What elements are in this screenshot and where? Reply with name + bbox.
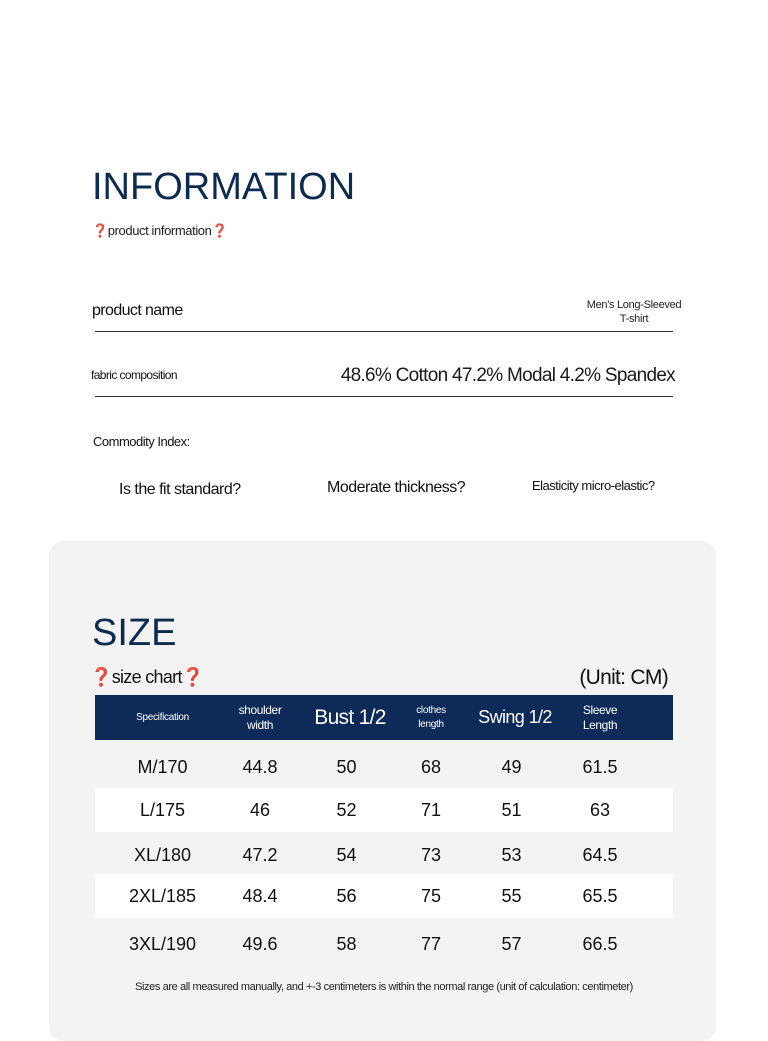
cell-bust: 54	[336, 844, 357, 865]
size-table-header	[95, 695, 673, 740]
header-specification: Specification	[136, 711, 189, 723]
size-chart-subtitle: ❓size chart❓	[90, 667, 204, 687]
fabric-composition-value: 48.6% Cotton 47.2% Modal 4.2% Spandex	[340, 365, 675, 386]
cell-spec: 3XL/190	[128, 933, 197, 954]
cell-spec: XL/180	[133, 844, 192, 865]
product-name-value	[579, 298, 689, 326]
index-elasticity: Elasticity micro-elastic?	[532, 478, 655, 493]
cell-bust: 56	[336, 885, 357, 906]
header-swing: Swing 1/2	[478, 707, 552, 727]
divider-product-name	[95, 331, 673, 332]
cell-spec: M/170	[137, 756, 188, 777]
table-row	[95, 745, 673, 789]
header-clothes-length: clothes length	[416, 704, 446, 730]
cell-swing: 51	[501, 799, 522, 820]
cell-spec: L/175	[139, 799, 186, 820]
cell-sleeve: 66.5	[582, 933, 618, 954]
cell-length: 73	[420, 844, 442, 865]
product-name-value-line2: T-shirt	[619, 313, 649, 325]
cell-shoulder: 44.8	[242, 756, 278, 777]
cell-shoulder: 46	[249, 799, 271, 820]
cell-bust: 50	[336, 756, 357, 777]
index-thickness: Moderate thickness?	[327, 479, 466, 496]
commodity-index-label: Commodity Index:	[93, 434, 190, 449]
cell-length: 77	[420, 933, 442, 954]
product-name-value-line1: Men's Long-Sleeved	[586, 299, 682, 311]
cell-length: 68	[420, 756, 442, 777]
cell-spec: 2XL/185	[128, 885, 197, 906]
header-shoulder-width: shoulder width	[238, 702, 282, 732]
cell-length: 71	[420, 799, 442, 820]
table-row	[95, 788, 673, 832]
size-title: SIZE	[92, 612, 177, 654]
cell-sleeve: 63	[589, 799, 611, 820]
header-bust: Bust 1/2	[314, 705, 386, 729]
index-fit: Is the fit standard?	[119, 481, 241, 498]
cell-swing: 57	[501, 933, 522, 954]
cell-swing: 55	[501, 885, 522, 906]
cell-swing: 53	[501, 844, 522, 865]
table-row	[95, 922, 673, 966]
information-subtitle: ❓product information❓	[92, 223, 228, 238]
cell-sleeve: 65.5	[582, 885, 618, 906]
fabric-composition-label: fabric composition	[91, 368, 177, 382]
cell-sleeve: 61.5	[582, 756, 618, 777]
cell-bust: 52	[336, 799, 357, 820]
cell-bust: 58	[336, 933, 357, 954]
header-sleeve-length: Sleeve Length	[582, 702, 618, 732]
cell-shoulder: 47.2	[242, 844, 278, 865]
information-title: INFORMATION	[92, 166, 356, 208]
unit-label: (Unit: CM)	[579, 666, 668, 689]
table-row	[95, 833, 673, 877]
table-row	[95, 874, 673, 918]
cell-swing: 49	[501, 756, 522, 777]
cell-shoulder: 48.4	[242, 885, 278, 906]
divider-fabric	[95, 396, 673, 397]
cell-length: 75	[420, 885, 442, 906]
cell-shoulder: 49.6	[242, 933, 278, 954]
product-name-label: product name	[92, 302, 183, 319]
cell-sleeve: 64.5	[582, 844, 618, 865]
measurement-note: Sizes are all measured manually, and +-3 centimeters is within the normal range (unit of calculation: centimeter)	[135, 981, 633, 993]
